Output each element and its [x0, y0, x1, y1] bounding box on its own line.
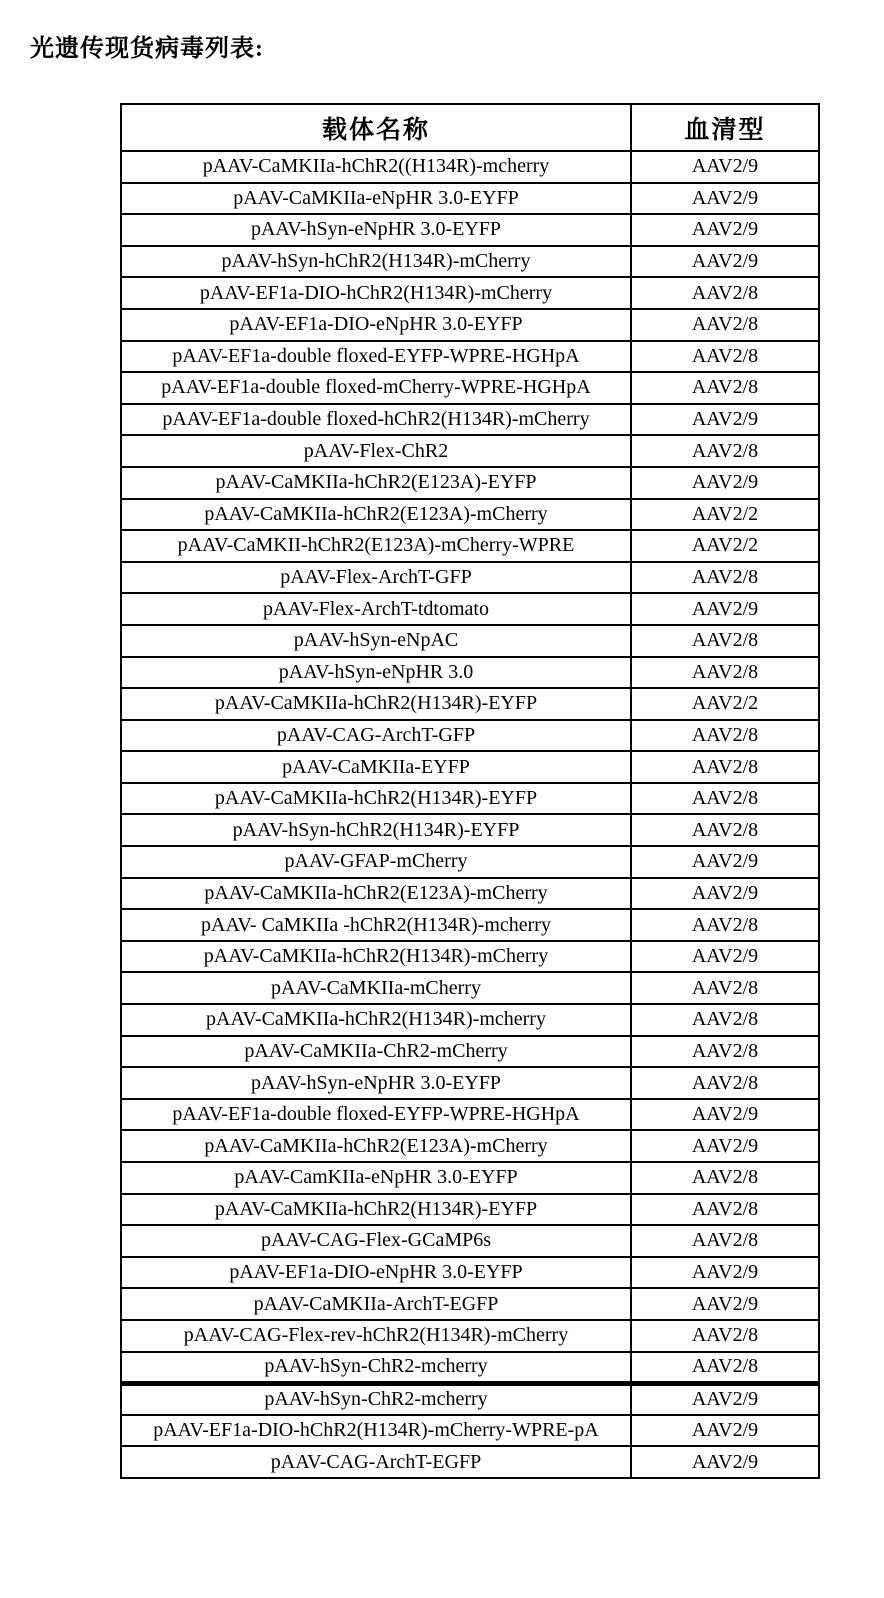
vector-name-cell: pAAV-hSyn-ChR2-mcherry [121, 1352, 631, 1384]
table-row [121, 183, 819, 215]
serotype-cell: AAV2/9 [631, 593, 819, 625]
vector-name-cell: pAAV-EF1a-double floxed-EYFP-WPRE-HGHpA [121, 341, 631, 373]
serotype-cell: AAV2/9 [631, 151, 819, 183]
table-row [121, 435, 819, 467]
table-row [121, 1004, 819, 1036]
table-row [121, 1194, 819, 1226]
serotype-cell: AAV2/9 [631, 941, 819, 973]
table-row [121, 846, 819, 878]
vector-name-cell: pAAV-EF1a-DIO-eNpHR 3.0-EYFP [121, 1257, 631, 1289]
serotype-cell: AAV2/8 [631, 625, 819, 657]
table-row [121, 1162, 819, 1194]
serotype-cell: AAV2/9 [631, 1099, 819, 1131]
serotype-cell: AAV2/8 [631, 751, 819, 783]
vector-name-cell: pAAV-CaMKIIa-eNpHR 3.0-EYFP [121, 183, 631, 215]
table-row [121, 372, 819, 404]
vector-name-cell: pAAV-hSyn-eNpAC [121, 625, 631, 657]
serotype-cell: AAV2/8 [631, 1320, 819, 1352]
serotype-cell: AAV2/8 [631, 972, 819, 1004]
table-row [121, 783, 819, 815]
serotype-cell: AAV2/8 [631, 1162, 819, 1194]
serotype-cell: AAV2/8 [631, 814, 819, 846]
page-title: 光遗传现货病毒列表: [30, 36, 264, 62]
serotype-cell: AAV2/8 [631, 372, 819, 404]
vector-name-cell: pAAV-Flex-ArchT-GFP [121, 562, 631, 594]
table-row [121, 214, 819, 246]
serotype-cell: AAV2/9 [631, 404, 819, 436]
vector-name-cell: pAAV-CaMKIIa-mCherry [121, 972, 631, 1004]
vector-name-cell: pAAV-CAG-ArchT-EGFP [121, 1446, 631, 1478]
vector-name-cell: pAAV-CaMKIIa-hChR2(E123A)-EYFP [121, 467, 631, 499]
vector-name-cell: pAAV-CaMKIIa-hChR2((H134R)-mcherry [121, 151, 631, 183]
serotype-cell: AAV2/8 [631, 341, 819, 373]
table-row [121, 941, 819, 973]
vector-name-cell: pAAV-EF1a-double floxed-hChR2(H134R)-mCherry [121, 404, 631, 436]
serotype-cell: AAV2/8 [631, 1194, 819, 1226]
vector-name-cell: pAAV-CaMKIIa-hChR2(E123A)-mCherry [121, 1130, 631, 1162]
serotype-cell: AAV2/8 [631, 909, 819, 941]
vector-name-cell: pAAV-hSyn-eNpHR 3.0-EYFP [121, 1067, 631, 1099]
table-row [121, 1288, 819, 1320]
vector-name-cell: pAAV-EF1a-double floxed-EYFP-WPRE-HGHpA [121, 1099, 631, 1131]
vector-name-cell: pAAV-hSyn-eNpHR 3.0-EYFP [121, 214, 631, 246]
serotype-cell: AAV2/9 [631, 878, 819, 910]
serotype-cell: AAV2/9 [631, 467, 819, 499]
table-row [121, 404, 819, 436]
vector-name-cell: pAAV-GFAP-mCherry [121, 846, 631, 878]
table-row [121, 878, 819, 910]
serotype-cell: AAV2/9 [631, 214, 819, 246]
table-row [121, 530, 819, 562]
serotype-cell: AAV2/8 [631, 783, 819, 815]
table-row [121, 688, 819, 720]
table-row [121, 625, 819, 657]
virus-list-table [120, 103, 820, 1479]
table-body [121, 151, 819, 1478]
table-row [121, 1225, 819, 1257]
table-row [121, 720, 819, 752]
serotype-cell: AAV2/8 [631, 1067, 819, 1099]
serotype-cell: AAV2/9 [631, 1288, 819, 1320]
column-header-serotype: 血清型 [631, 104, 819, 151]
vector-name-cell: pAAV-CaMKIIa-hChR2(H134R)-mcherry [121, 1004, 631, 1036]
vector-name-cell: pAAV-hSyn-hChR2(H134R)-EYFP [121, 814, 631, 846]
serotype-cell: AAV2/9 [631, 1257, 819, 1289]
serotype-cell: AAV2/8 [631, 277, 819, 309]
table-row [121, 1352, 819, 1384]
vector-name-cell: pAAV-CaMKIIa-hChR2(E123A)-mCherry [121, 499, 631, 531]
serotype-cell: AAV2/9 [631, 1130, 819, 1162]
table-row [121, 1130, 819, 1162]
table-row [121, 151, 819, 183]
table-row [121, 562, 819, 594]
vector-name-cell: pAAV-CaMKIIa-EYFP [121, 751, 631, 783]
serotype-cell: AAV2/8 [631, 720, 819, 752]
column-header-vector-name: 载体名称 [121, 104, 631, 151]
vector-name-cell: pAAV-hSyn-eNpHR 3.0 [121, 657, 631, 689]
table-row [121, 972, 819, 1004]
table-row [121, 341, 819, 373]
vector-name-cell: pAAV-CaMKIIa-hChR2(E123A)-mCherry [121, 878, 631, 910]
vector-name-cell: pAAV-Flex-ChR2 [121, 435, 631, 467]
serotype-cell: AAV2/8 [631, 1004, 819, 1036]
serotype-cell: AAV2/9 [631, 183, 819, 215]
vector-name-cell: pAAV-CaMKIIa-hChR2(H134R)-mCherry [121, 941, 631, 973]
vector-name-cell: pAAV-CamKIIa-eNpHR 3.0-EYFP [121, 1162, 631, 1194]
table-row [121, 1415, 819, 1447]
vector-name-cell: pAAV-CAG-Flex-rev-hChR2(H134R)-mCherry [121, 1320, 631, 1352]
table-row [121, 1320, 819, 1352]
vector-name-cell: pAAV- CaMKIIa -hChR2(H134R)-mcherry [121, 909, 631, 941]
serotype-cell: AAV2/9 [631, 1383, 819, 1415]
serotype-cell: AAV2/9 [631, 846, 819, 878]
vector-name-cell: pAAV-CaMKII-hChR2(E123A)-mCherry-WPRE [121, 530, 631, 562]
table-row [121, 1257, 819, 1289]
serotype-cell: AAV2/8 [631, 435, 819, 467]
table-row [121, 1446, 819, 1478]
vector-name-cell: pAAV-CaMKIIa-ChR2-mCherry [121, 1036, 631, 1068]
serotype-cell: AAV2/8 [631, 1352, 819, 1384]
table-row [121, 246, 819, 278]
table-row [121, 814, 819, 846]
vector-name-cell: pAAV-CaMKIIa-hChR2(H134R)-EYFP [121, 1194, 631, 1226]
vector-name-cell: pAAV-EF1a-DIO-hChR2(H134R)-mCherry [121, 277, 631, 309]
serotype-cell: AAV2/8 [631, 657, 819, 689]
serotype-cell: AAV2/9 [631, 246, 819, 278]
table-header-row [121, 104, 819, 151]
serotype-cell: AAV2/9 [631, 1415, 819, 1447]
table-row [121, 1099, 819, 1131]
table-row [121, 1383, 819, 1415]
table-row [121, 467, 819, 499]
vector-name-cell: pAAV-CAG-ArchT-GFP [121, 720, 631, 752]
table-row [121, 1036, 819, 1068]
vector-name-cell: pAAV-EF1a-double floxed-mCherry-WPRE-HGHpA [121, 372, 631, 404]
table-row [121, 751, 819, 783]
table-row [121, 277, 819, 309]
vector-name-cell: pAAV-Flex-ArchT-tdtomato [121, 593, 631, 625]
serotype-cell: AAV2/2 [631, 530, 819, 562]
vector-name-cell: pAAV-hSyn-hChR2(H134R)-mCherry [121, 246, 631, 278]
serotype-cell: AAV2/8 [631, 309, 819, 341]
vector-name-cell: pAAV-hSyn-ChR2-mcherry [121, 1383, 631, 1415]
vector-name-cell: pAAV-EF1a-DIO-hChR2(H134R)-mCherry-WPRE-pA [121, 1415, 631, 1447]
table-row [121, 1067, 819, 1099]
serotype-cell: AAV2/2 [631, 499, 819, 531]
table-row [121, 309, 819, 341]
vector-name-cell: pAAV-CAG-Flex-GCaMP6s [121, 1225, 631, 1257]
table-row [121, 499, 819, 531]
serotype-cell: AAV2/2 [631, 688, 819, 720]
serotype-cell: AAV2/8 [631, 1036, 819, 1068]
vector-name-cell: pAAV-CaMKIIa-ArchT-EGFP [121, 1288, 631, 1320]
serotype-cell: AAV2/8 [631, 1225, 819, 1257]
table-row [121, 657, 819, 689]
vector-name-cell: pAAV-CaMKIIa-hChR2(H134R)-EYFP [121, 783, 631, 815]
serotype-cell: AAV2/8 [631, 562, 819, 594]
vector-name-cell: pAAV-EF1a-DIO-eNpHR 3.0-EYFP [121, 309, 631, 341]
vector-name-cell: pAAV-CaMKIIa-hChR2(H134R)-EYFP [121, 688, 631, 720]
serotype-cell: AAV2/9 [631, 1446, 819, 1478]
table-row [121, 593, 819, 625]
table-row [121, 909, 819, 941]
